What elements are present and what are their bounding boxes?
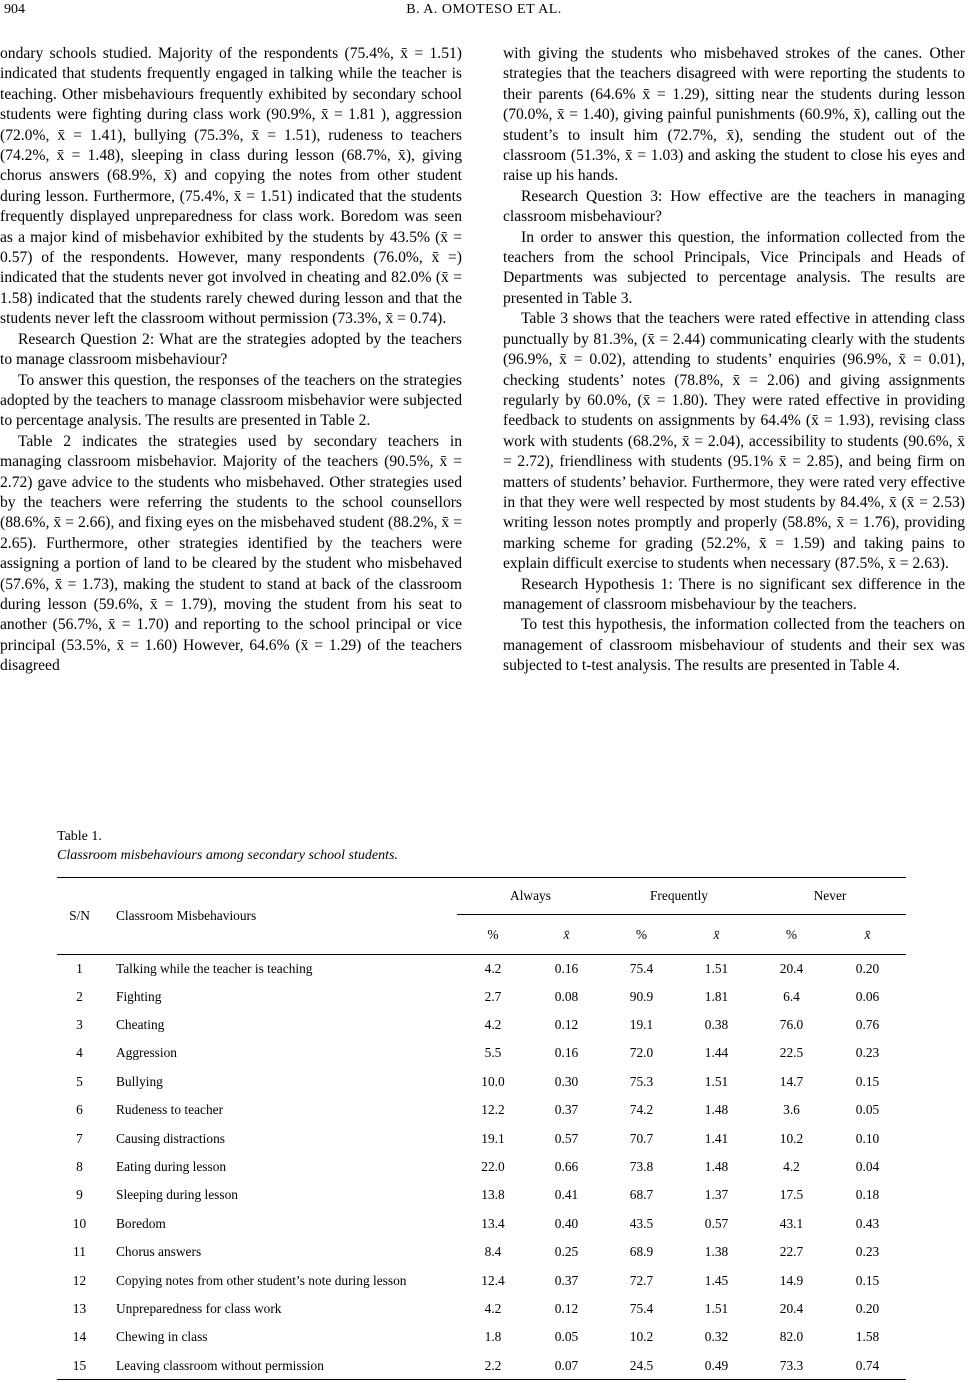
row-number: 12	[72, 1272, 87, 1288]
table-subtitle: Classroom misbehaviours among secondary school students.	[57, 848, 398, 863]
value-cell: 14.7	[779, 1073, 804, 1089]
header-frequently: Frequently	[604, 878, 754, 915]
value-cell: 0.37	[554, 1102, 579, 1118]
value-cell: 0.07	[554, 1357, 579, 1373]
value-cell: 0.08	[554, 988, 579, 1004]
value-cell: 24.5	[629, 1357, 654, 1373]
value-cell: 0.57	[554, 1130, 579, 1146]
paragraph: with giving the students who misbehaved strokes of the canes. Other strategies that the teachers disagreed with were reporting the students to their parents (64.6% x̄ = 1.29), sitting near the students during lesson (70.0%, x̄ = 1.40), giving painful punishments (60.9%, x̄), calling out the student’s to insult him (72.7%, x̄), sending the student out of the classroom (51.3%, x̄ = 1.03) and asking the student to close his eyes and raise up his hands.	[503, 45, 965, 185]
value-cell: 3.6	[783, 1102, 800, 1118]
page-number: 904	[4, 2, 25, 17]
row-number: 13	[72, 1300, 87, 1316]
value-cell: 1.58	[855, 1329, 880, 1345]
research-hypothesis-1: Research Hypothesis 1: There is no significant sex difference in the management of classroom misbehaviour by the teachers.	[503, 575, 965, 613]
value-cell: 76.0	[779, 1017, 804, 1033]
table-row	[57, 1096, 906, 1124]
value-cell: 0.05	[554, 1329, 579, 1345]
paragraph: To answer this question, the responses of the teachers on the strategies adopted by the teachers to manage classroom misbehavior were subjected to percentage analysis. The results are presented in Table 2.	[0, 371, 462, 430]
header-mean: x̄	[864, 926, 871, 942]
value-cell: 0.04	[855, 1159, 880, 1175]
row-number: 3	[76, 1017, 83, 1033]
header-pct: %	[487, 926, 499, 942]
misbehaviour-name: Boredom	[116, 1215, 166, 1231]
value-cell: 0.32	[704, 1329, 729, 1345]
value-cell: 1.48	[704, 1159, 729, 1175]
header-mean: x̄	[563, 926, 570, 942]
row-number: 7	[76, 1130, 83, 1146]
misbehaviour-name: Chewing in class	[116, 1329, 208, 1345]
table-body	[57, 955, 906, 1380]
value-cell: 75.4	[629, 960, 654, 976]
row-number: 9	[76, 1187, 83, 1203]
header-sn: S/N	[69, 908, 90, 923]
table-row	[57, 955, 906, 983]
misbehaviour-name: Fighting	[116, 988, 162, 1004]
value-cell: 73.3	[779, 1357, 804, 1373]
header-pct: %	[785, 926, 798, 942]
table-row	[57, 1295, 906, 1323]
row-number: 1	[76, 960, 83, 976]
value-cell: 4.2	[783, 1159, 800, 1175]
value-cell: 10.2	[779, 1130, 804, 1146]
value-cell: 0.49	[704, 1357, 729, 1373]
misbehaviour-name: Copying notes from other student’s note during lesson	[116, 1272, 407, 1288]
misbehaviour-name: Leaving classroom without permission	[116, 1357, 324, 1373]
value-cell: 0.57	[704, 1215, 729, 1231]
value-cell: 90.9	[629, 988, 654, 1004]
page-header	[0, 0, 968, 26]
value-cell: 19.1	[481, 1130, 505, 1146]
research-question-3: Research Question 3: How effective are the teachers in managing classroom misbehaviour?	[503, 187, 965, 226]
value-cell: 73.8	[629, 1159, 654, 1175]
value-cell: 0.30	[554, 1073, 579, 1089]
value-cell: 17.5	[779, 1187, 804, 1203]
value-cell: 0.12	[554, 1300, 579, 1316]
value-cell: 0.25	[554, 1244, 579, 1260]
table-row	[57, 1181, 906, 1209]
value-cell: 72.0	[629, 1045, 654, 1061]
value-cell: 10.2	[629, 1329, 654, 1345]
misbehaviour-name: Cheating	[116, 1017, 165, 1033]
value-cell: 14.9	[779, 1272, 804, 1288]
value-cell: 8.4	[484, 1244, 502, 1260]
value-cell: 1.81	[704, 988, 729, 1004]
value-cell: 43.5	[629, 1215, 654, 1231]
value-cell: 13.4	[481, 1215, 505, 1231]
table-label: Table 1.	[57, 829, 102, 844]
value-cell: 0.06	[855, 988, 880, 1004]
value-cell: 0.37	[554, 1272, 579, 1288]
value-cell: 1.48	[704, 1102, 729, 1118]
header-always: Always	[457, 878, 604, 915]
value-cell: 22.7	[779, 1244, 804, 1260]
paragraph: Table 2 indicates the strategies used by secondary teachers in managing classroom misbehavior. Majority of the teachers (90.5%, x̄ = 2.72) gave advice to the students who misbehaved. Other strategies used by the teachers were referring the students to the school counsellors (88.6%, x̄ = 2.66), and fixing eyes on the misbehaved student (88.2%, x̄ = 2.65). Furthermore, other strategies identified by the teachers were assigning a portion of land to be cleared by the student who misbehaved (57.6%, x̄ = 1.73), making the student to stand at back of the classroom during lesson (59.6%, x̄ = 1.79), moving the student from his seat to another (56.7%, x̄ = 1.70) and reporting to the school principal or vice principal (53.5%, x̄ = 1.60) However, 64.6% (x̄ = 1.29) of the teachers disagreed	[0, 432, 462, 675]
paragraph: ondary schools studied. Majority of the respondents (75.4%, x̄ = 1.51) indicated that students frequently engaged in talking while the teacher is teaching. Other misbehaviours frequently exhibited by secondary school students were fighting during class work (90.9%, x̄ = 1.81 ), aggression (72.0%, x̄ = 1.41), bullying (75.3%, x̄ = 1.51), rudeness to teachers (74.2%, x̄ = 1.48), sleeping in class during lesson (68.7%, x̄), giving chorus answers (68.9%, x̄) and copying the notes from other student during lesson. Furthermore, (75.4%, x̄ = 1.51) indicated that the students frequently displayed unpreparedness for class work. Boredom was seen as a major kind of misbehavior exhibited by the students by 43.5% (x̄ = 0.57) of the respondents. However, many respondents (76.0%, x̄ =) indicated that the students never got involved in cheating and 82.0% (x̄ = 1.58) indicated that the students rarely chewed during lesson and that the students never left the classroom without permission (73.3%, x̄ = 0.74).	[0, 45, 462, 328]
paragraph: In order to answer this question, the information collected from the teachers from the school Principals, Vice Principals and Heads of Departments was subjected to percentage analysis. The results are presented in Table 3.	[503, 228, 965, 307]
table-row	[57, 1323, 906, 1351]
value-cell: 0.18	[855, 1187, 880, 1203]
value-cell: 2.7	[484, 988, 502, 1004]
table-row	[57, 1266, 906, 1294]
row-number: 11	[73, 1244, 86, 1260]
value-cell: 0.12	[554, 1017, 579, 1033]
value-cell: 0.10	[855, 1130, 880, 1146]
value-cell: 1.51	[704, 1073, 729, 1089]
value-cell: 1.8	[484, 1329, 502, 1345]
value-cell: 0.20	[855, 960, 880, 976]
value-cell: 0.16	[554, 960, 579, 976]
table-row	[57, 983, 906, 1011]
value-cell: 20.4	[779, 1300, 804, 1316]
value-cell: 0.16	[554, 1045, 579, 1061]
misbehaviour-name: Talking while the teacher is teaching	[116, 960, 313, 976]
misbehaviour-name: Aggression	[116, 1045, 177, 1061]
value-cell: 1.51	[704, 960, 729, 976]
table-row	[57, 1153, 906, 1181]
value-cell: 0.23	[855, 1244, 880, 1260]
value-cell: 1.37	[704, 1187, 729, 1203]
header-pct: %	[635, 926, 648, 942]
value-cell: 13.8	[481, 1187, 505, 1203]
misbehaviour-name: Sleeping during lesson	[116, 1187, 238, 1203]
value-cell: 0.43	[855, 1215, 880, 1231]
left-text-column	[0, 44, 462, 677]
table-row	[57, 1011, 906, 1039]
value-cell: 0.74	[855, 1357, 880, 1373]
row-number: 2	[76, 988, 83, 1004]
table-row	[57, 1238, 906, 1266]
value-cell: 5.5	[484, 1045, 502, 1061]
value-cell: 4.2	[484, 1300, 502, 1316]
value-cell: 12.2	[481, 1102, 505, 1118]
misbehaviour-name: Bullying	[116, 1073, 163, 1089]
value-cell: 0.23	[855, 1045, 880, 1061]
row-number: 15	[72, 1357, 87, 1373]
row-number: 8	[76, 1159, 83, 1175]
value-cell: 70.7	[629, 1130, 654, 1146]
table-row	[57, 1068, 906, 1096]
value-cell: 68.7	[629, 1187, 654, 1203]
table-row	[57, 1352, 906, 1380]
header-mean: x̄	[713, 926, 720, 942]
value-cell: 6.4	[783, 988, 800, 1004]
value-cell: 22.0	[481, 1159, 505, 1175]
value-cell: 19.1	[629, 1017, 654, 1033]
misbehaviour-table	[57, 877, 906, 1380]
row-number: 14	[72, 1329, 87, 1345]
misbehaviour-name: Unpreparedness for class work	[116, 1300, 282, 1316]
misbehaviour-name: Causing distractions	[116, 1130, 225, 1146]
value-cell: 10.0	[481, 1073, 505, 1089]
value-cell: 0.15	[855, 1272, 880, 1288]
misbehaviour-name: Chorus answers	[116, 1244, 202, 1260]
value-cell: 0.76	[855, 1017, 880, 1033]
value-cell: 68.9	[629, 1244, 654, 1260]
value-cell: 1.41	[704, 1130, 729, 1146]
value-cell: 2.2	[484, 1357, 502, 1373]
row-number: 4	[76, 1045, 83, 1061]
paragraph: To test this hypothesis, the information collected from the teachers on management of classroom misbehaviour of students and their sex was subjected to t-test analysis. The results are presented in Table 4.	[503, 616, 965, 675]
header-never: Never	[754, 878, 906, 915]
value-cell: 0.41	[554, 1187, 579, 1203]
table-row	[57, 1124, 906, 1152]
row-number: 5	[76, 1073, 83, 1089]
value-cell: 1.44	[704, 1045, 729, 1061]
paragraph: Table 3 shows that the teachers were rated effective in attending class punctually by 81.3%, (x̄ = 2.44) communicating clearly with the students (96.9%, x̄ = 0.02), attending to students’ enquiries (96.9%, x̄ = 0.01), checking students’ notes (78.8%, x̄ = 2.06) and giving assignments regularly by 60.0%, (x̄ = 1.80). They were rated effective in providing feedback to students on assignments by 64.4% (x̄ = 1.93), revising class work with students (68.2%, x̄ = 2.04), accessibility to students (90.6%, x̄ = 2.72), friendliness with students (95.1% x̄ = 2.85), and being firm on matters of students’ behavior. Furthermore, they were rated very effective in that they were well respected by most students by 84.4%, x̄ (x̄ = 2.53) writing lesson notes promptly and properly (58.8%, x̄ = 1.76), providing marking scheme for grading (52.2%, x̄ = 1.59) and taking pains to explain difficult exercise to students when necessary (87.5%, x̄ = 2.63).	[503, 310, 965, 573]
value-cell: 0.40	[554, 1215, 579, 1231]
value-cell: 22.5	[779, 1045, 804, 1061]
value-cell: 4.2	[484, 1017, 502, 1033]
value-cell: 82.0	[779, 1329, 804, 1345]
misbehaviour-name: Eating during lesson	[116, 1159, 227, 1175]
value-cell: 75.4	[629, 1300, 654, 1316]
header-misbehaviours: Classroom Misbehaviours	[116, 908, 257, 923]
value-cell: 1.51	[704, 1300, 729, 1316]
value-cell: 0.20	[855, 1300, 880, 1316]
row-number: 6	[76, 1102, 83, 1118]
table-caption	[57, 827, 398, 865]
right-text-column	[503, 44, 965, 677]
value-cell: 0.05	[855, 1102, 880, 1118]
value-cell: 4.2	[484, 960, 502, 976]
value-cell: 1.45	[704, 1272, 729, 1288]
value-cell: 1.38	[704, 1244, 729, 1260]
value-cell: 12.4	[481, 1272, 505, 1288]
research-question-2: Research Question 2: What are the strategies adopted by the teachers to manage classroom misbehaviour?	[0, 330, 462, 369]
row-number: 10	[72, 1215, 87, 1231]
value-cell: 0.66	[554, 1159, 579, 1175]
value-cell: 0.15	[855, 1073, 880, 1089]
table-row	[57, 1210, 906, 1238]
table-row	[57, 1039, 906, 1067]
running-title: B. A. OMOTESO ET AL.	[406, 2, 562, 17]
misbehaviour-name: Rudeness to teacher	[116, 1102, 224, 1118]
value-cell: 74.2	[629, 1102, 654, 1118]
value-cell: 43.1	[779, 1215, 804, 1231]
value-cell: 75.3	[629, 1073, 654, 1089]
value-cell: 72.7	[629, 1272, 654, 1288]
value-cell: 0.38	[704, 1017, 729, 1033]
value-cell: 20.4	[779, 960, 804, 976]
